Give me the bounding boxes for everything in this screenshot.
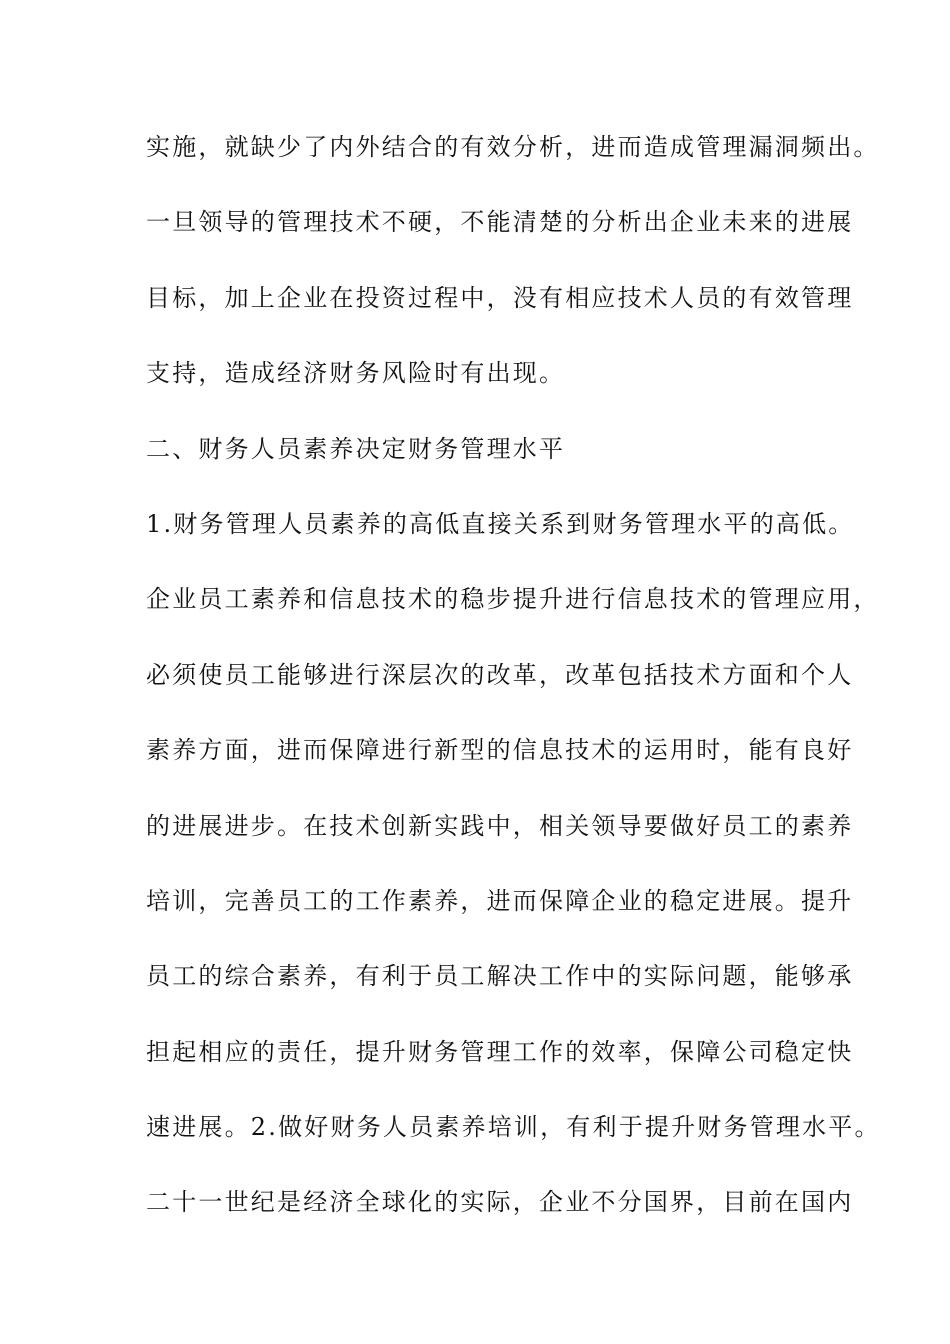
text-line: 担起相应的责任，提升财务管理工作的效率，保障公司稳定快	[146, 1037, 854, 1066]
text-line: 素养方面，进而保障进行新型的信息技术的运用时，能有良好	[146, 736, 854, 765]
text-line: 培训，完善员工的工作素养，进而保障企业的稳定进展。提升	[146, 886, 854, 915]
text-line: 员工的综合素养，有利于员工解决工作中的实际问题，能够承	[146, 962, 854, 991]
text-line: 实施，就缺少了内外结合的有效分析，进而造成管理漏洞频出。	[146, 133, 880, 161]
body-text	[146, 127, 881, 1258]
text-line: 企业员工素养和信息技术的稳步提升进行信息技术的管理应用，	[146, 585, 880, 614]
section-heading: 二、财务人员素养决定财务管理水平	[146, 434, 566, 463]
text-line: 一旦领导的管理技术不硬，不能清楚的分析出企业未来的进展	[146, 208, 854, 237]
text-line: 必须使员工能够进行深层次的改革，改革包括技术方面和个人	[146, 660, 854, 689]
text-line: 速进展。2.做好财务人员素养培训，有利于提升财务管理水平。	[146, 1113, 881, 1142]
text-line: 二十一世纪是经济全球化的实际，企业不分国界，目前在国内	[146, 1188, 854, 1217]
text-line: 1.财务管理人员素养的高低直接关系到财务管理水平的高低。	[146, 509, 855, 538]
text-line: 支持，造成经济财务风险时有出现。	[146, 359, 566, 388]
text-line: 目标，加上企业在投资过程中，没有相应技术人员的有效管理	[146, 283, 854, 312]
text-line: 的进展进步。在技术创新实践中，相关领导要做好员工的素养	[146, 811, 854, 840]
